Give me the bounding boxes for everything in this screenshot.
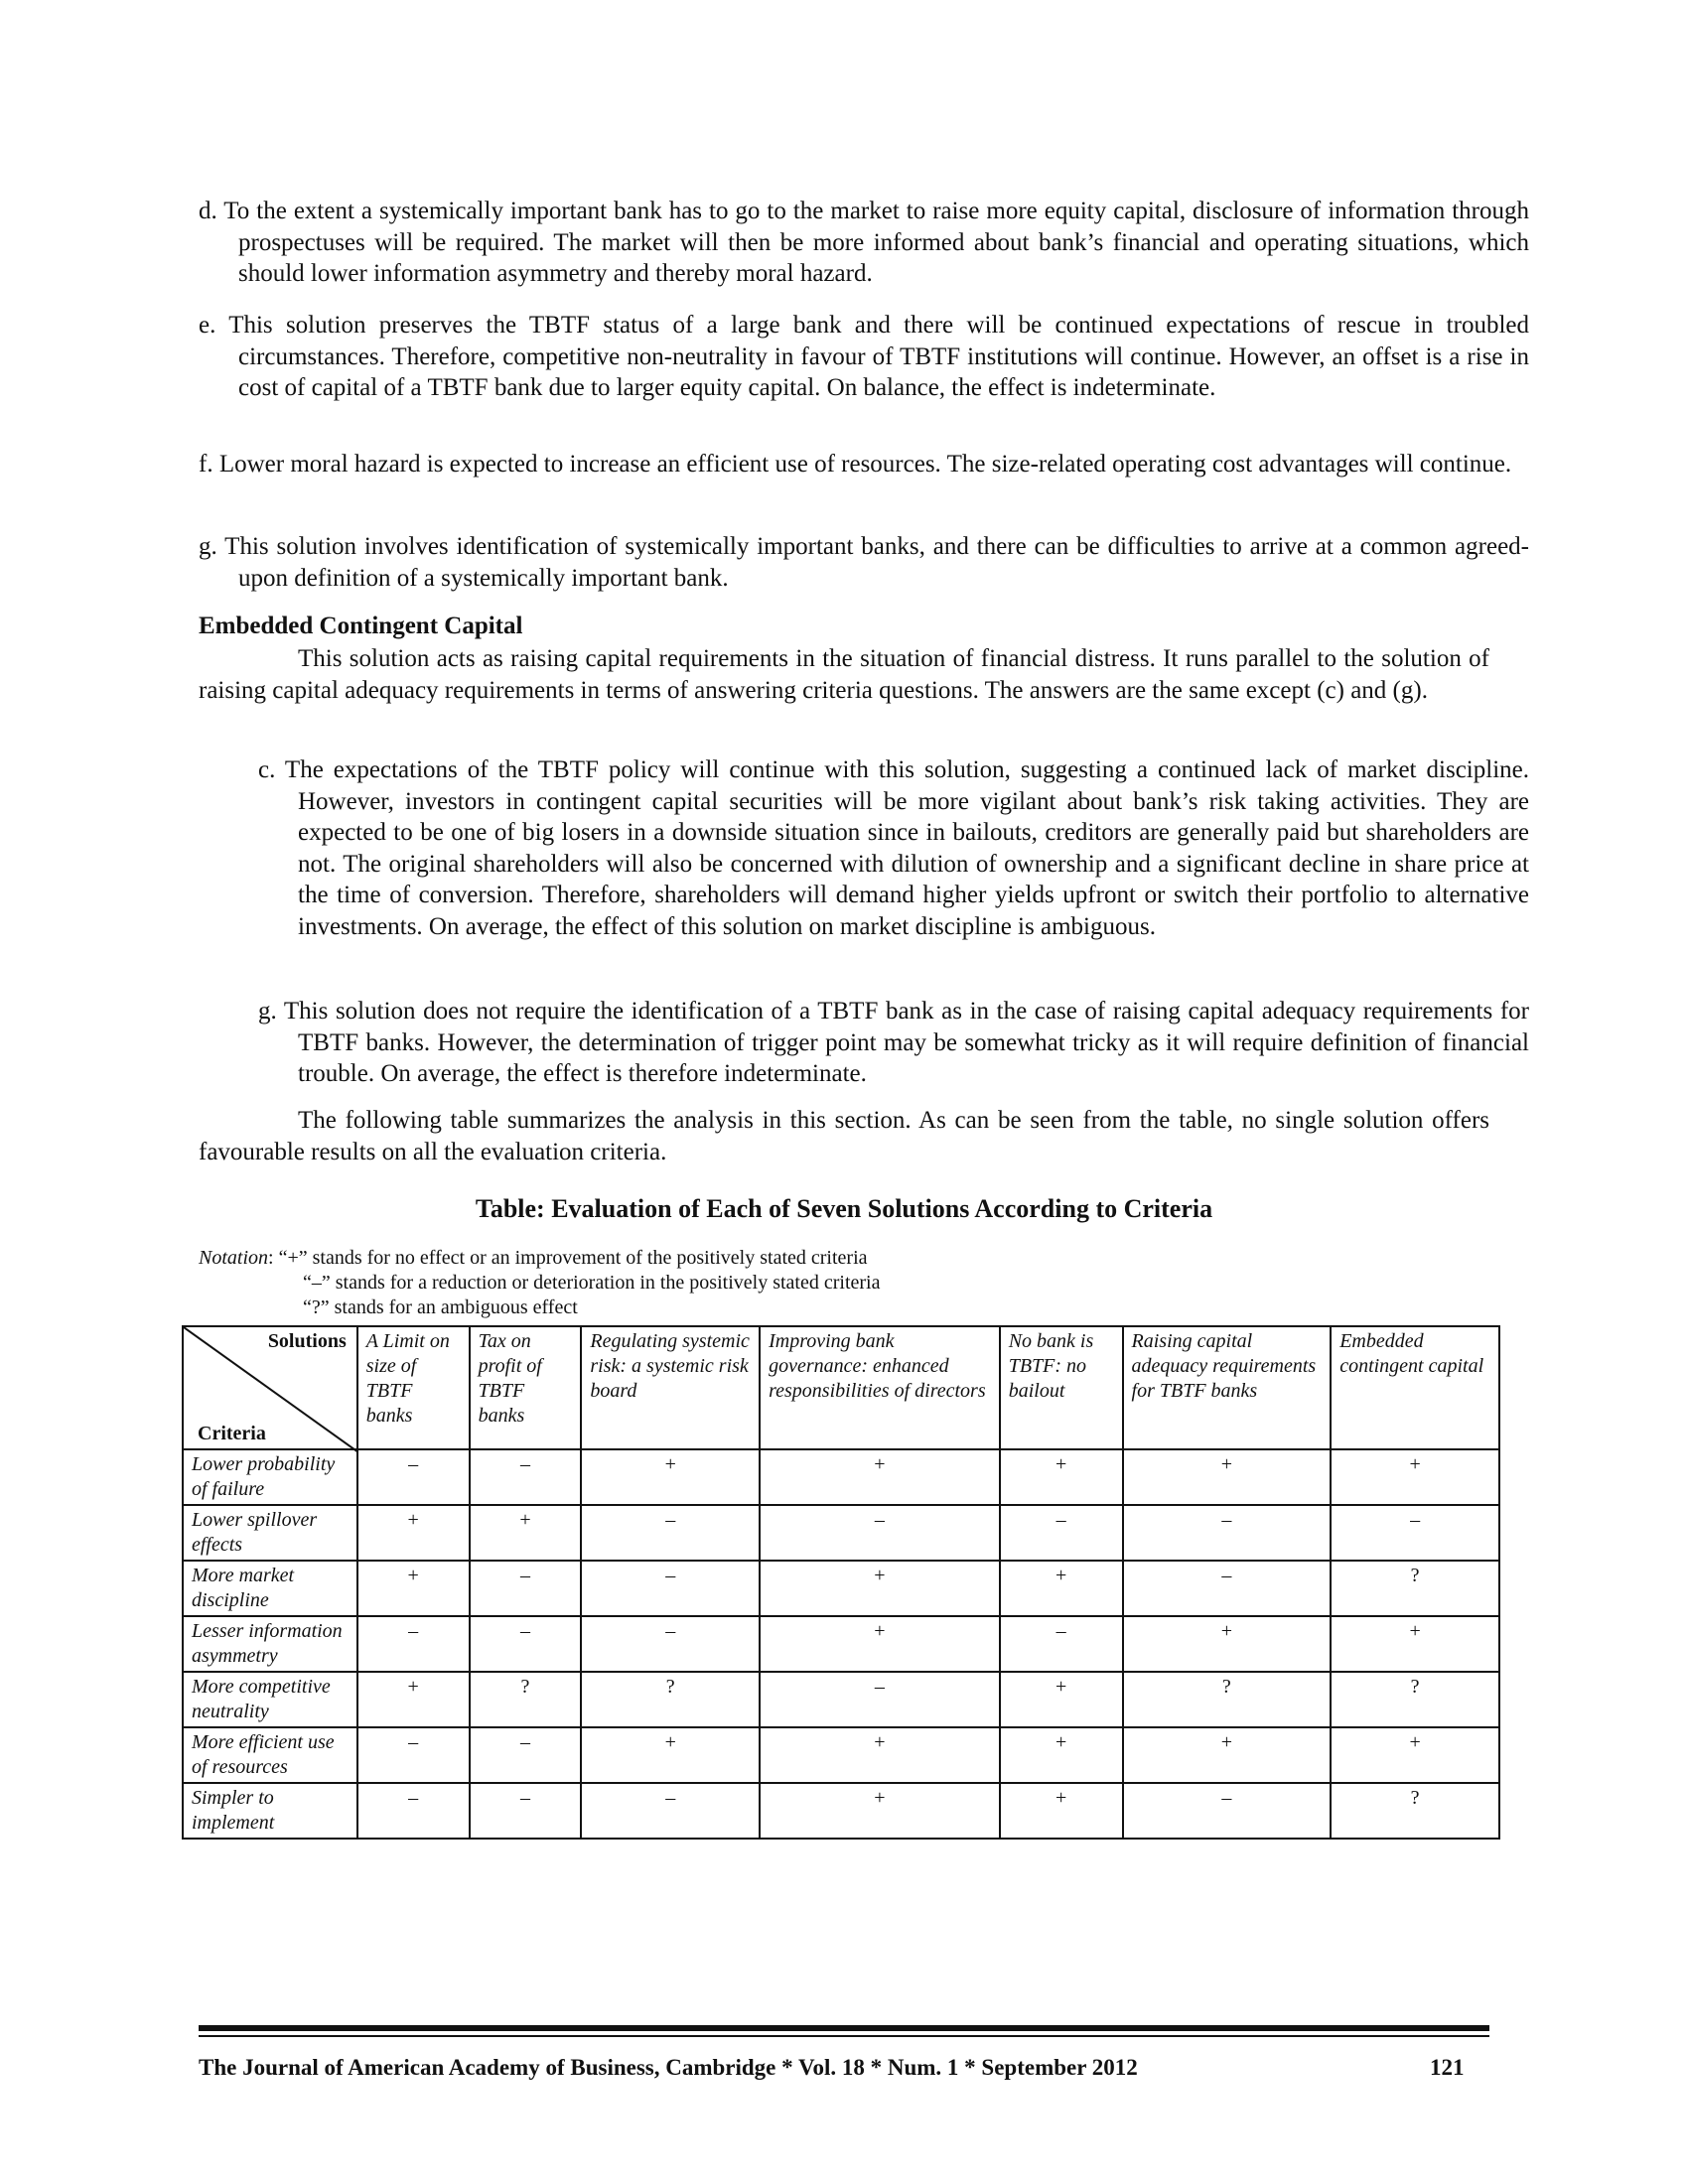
value-cell: – [357, 1727, 470, 1783]
value-cell: – [1000, 1616, 1123, 1672]
page-number: 121 [1430, 2055, 1465, 2080]
value-cell: + [760, 1616, 1000, 1672]
column-header: Embedded contingent capital [1331, 1326, 1499, 1449]
value-cell: + [357, 1672, 470, 1727]
value-cell: + [1331, 1449, 1499, 1505]
value-cell: + [1123, 1449, 1332, 1505]
criterion-cell: More efficient use of resources [183, 1727, 357, 1783]
criterion-cell: Lower spillover effects [183, 1505, 357, 1561]
value-cell: + [1000, 1783, 1123, 1839]
table-row [183, 1449, 1499, 1505]
value-cell: – [581, 1616, 760, 1672]
column-header: Raising capital adequacy requirements for TBTF banks [1123, 1326, 1332, 1449]
value-cell: – [581, 1561, 760, 1616]
section-heading: Embedded Contingent Capital [199, 613, 523, 639]
value-cell: – [470, 1616, 582, 1672]
value-cell: + [1123, 1616, 1332, 1672]
value-cell: + [357, 1561, 470, 1616]
value-cell: – [470, 1783, 582, 1839]
value-cell: + [760, 1727, 1000, 1783]
paragraph-g: g. This solution involves identification of systemically important banks, and there can be difficulties to arrive at a common agreed-upon definition of a systemically important bank. [199, 533, 1529, 592]
header-row [183, 1326, 1499, 1449]
footer-rule-thick [199, 2025, 1489, 2031]
value-cell: + [1123, 1727, 1332, 1783]
value-cell: ? [1331, 1672, 1499, 1727]
column-header: No bank is TBTF: no bailout [1000, 1326, 1123, 1449]
value-cell: – [581, 1783, 760, 1839]
criterion-cell: More market discipline [183, 1561, 357, 1616]
table-row [183, 1561, 1499, 1616]
value-cell: + [760, 1783, 1000, 1839]
value-cell: – [760, 1672, 1000, 1727]
value-cell: – [581, 1505, 760, 1561]
value-cell: – [470, 1727, 582, 1783]
value-cell: ? [470, 1672, 582, 1727]
footer-rule-thin [199, 2035, 1489, 2037]
value-cell: + [470, 1505, 582, 1561]
table-row [183, 1672, 1499, 1727]
value-cell: + [1000, 1449, 1123, 1505]
value-cell: – [1123, 1783, 1332, 1839]
corner-solutions-label: Solutions [267, 1330, 347, 1352]
column-header: Regulating systemic risk: a systemic risk board [581, 1326, 760, 1449]
value-cell: – [1000, 1505, 1123, 1561]
value-cell: ? [1331, 1561, 1499, 1616]
value-cell: – [357, 1449, 470, 1505]
paragraph-e: e. This solution preserves the TBTF status of a large bank and there will be continued expectations of rescue in troubled circumstances. Therefore, competitive non-neutrality in favour of TBTF institutions will continue. However, an offset is a rise in cost of capital of a TBTF bank due to larger equity capital. On balance, the effect is indeterminate. [199, 312, 1529, 401]
value-cell: – [760, 1505, 1000, 1561]
criterion-cell: Lesser information asymmetry [183, 1616, 357, 1672]
value-cell: + [1000, 1727, 1123, 1783]
value-cell: + [581, 1449, 760, 1505]
table-row [183, 1727, 1499, 1783]
value-cell: + [1000, 1672, 1123, 1727]
value-cell: + [1331, 1727, 1499, 1783]
table-title: Table: Evaluation of Each of Seven Solutions According to Criteria [475, 1194, 1213, 1223]
value-cell: – [470, 1561, 582, 1616]
value-cell: – [1123, 1561, 1332, 1616]
criterion-cell: More competitive neutrality [183, 1672, 357, 1727]
evaluation-table [182, 1325, 1500, 1840]
summary-paragraph: The following table summarizes the analysis in this section. As can be seen from the table, no single solution offers favourable results on all the evaluation criteria. [199, 1107, 1489, 1165]
criterion-cell: Simpler to implement [183, 1783, 357, 1839]
item-c: c. The expectations of the TBTF policy will continue with this solution, suggesting a continued lack of market discipline. However, investors in contingent capital securities will be more vigilant about bank’s risk taking activities. They are expected to be one of big losers in a downside situation since in bailouts, creditors are generally paid but shareholders are not. The original shareholders will also be concerned with dilution of ownership and a significant decline in share price at the time of conversion. Therefore, shareholders will demand higher yields upfront or switch their portfolio to alternative investments. On average, the effect of this solution on market discipline is ambiguous. [258, 756, 1529, 940]
paragraph-f: f. Lower moral hazard is expected to increase an efficient use of resources. The size-related operating cost advantages will continue. [199, 451, 1512, 478]
notation-line: : “+” stands for no effect or an improvement of the positively stated criteria [268, 1247, 868, 1269]
value-cell: + [760, 1561, 1000, 1616]
value-cell: ? [1123, 1672, 1332, 1727]
notation-block [199, 1246, 880, 1320]
value-cell: + [1331, 1616, 1499, 1672]
item-g: g. This solution does not require the identification of a TBTF bank as in the case of raising capital adequacy requirements for TBTF banks. However, the determination of trigger point may be somewhat tricky as it will require definition of financial trouble. On average, the effect is therefore indeterminate. [258, 998, 1529, 1087]
value-cell: + [760, 1449, 1000, 1505]
table-row [183, 1505, 1499, 1561]
value-cell: – [1123, 1505, 1332, 1561]
value-cell: + [581, 1727, 760, 1783]
value-cell: – [357, 1783, 470, 1839]
value-cell: + [357, 1505, 470, 1561]
value-cell: – [357, 1616, 470, 1672]
journal-footer: The Journal of American Academy of Business, Cambridge * Vol. 18 * Num. 1 * September 2012 [199, 2055, 1138, 2080]
value-cell: – [1331, 1505, 1499, 1561]
paragraph-d: d. To the extent a systemically important bank has to go to the market to raise more equity capital, disclosure of information through prospectuses will be required. The market will then be more informed about bank’s financial and operating situations, which should lower information asymmetry and thereby moral hazard. [199, 198, 1529, 287]
column-header: Tax on profit of TBTF banks [470, 1326, 582, 1449]
criterion-cell: Lower probability of failure [183, 1449, 357, 1505]
corner-criteria-label: Criteria [198, 1423, 266, 1444]
section-intro: This solution acts as raising capital requirements in the situation of financial distress. It runs parallel to the solution of raising capital adequacy requirements in terms of answering criteria questions. The answers are the same except (c) and (g). [199, 645, 1489, 704]
value-cell: ? [581, 1672, 760, 1727]
notation-label: Notation [199, 1247, 269, 1269]
corner-cell [183, 1326, 357, 1449]
table-row [183, 1616, 1499, 1672]
column-header: A Limit on size of TBTF banks [357, 1326, 470, 1449]
column-header: Improving bank governance: enhanced responsibilities of directors [760, 1326, 1000, 1449]
value-cell: – [470, 1449, 582, 1505]
table-row [183, 1783, 1499, 1839]
notation-line: “–” stands for a reduction or deterioration in the positively stated criteria [303, 1272, 881, 1294]
notation-line: “?” stands for an ambiguous effect [303, 1297, 578, 1318]
value-cell: + [1000, 1561, 1123, 1616]
value-cell: ? [1331, 1783, 1499, 1839]
